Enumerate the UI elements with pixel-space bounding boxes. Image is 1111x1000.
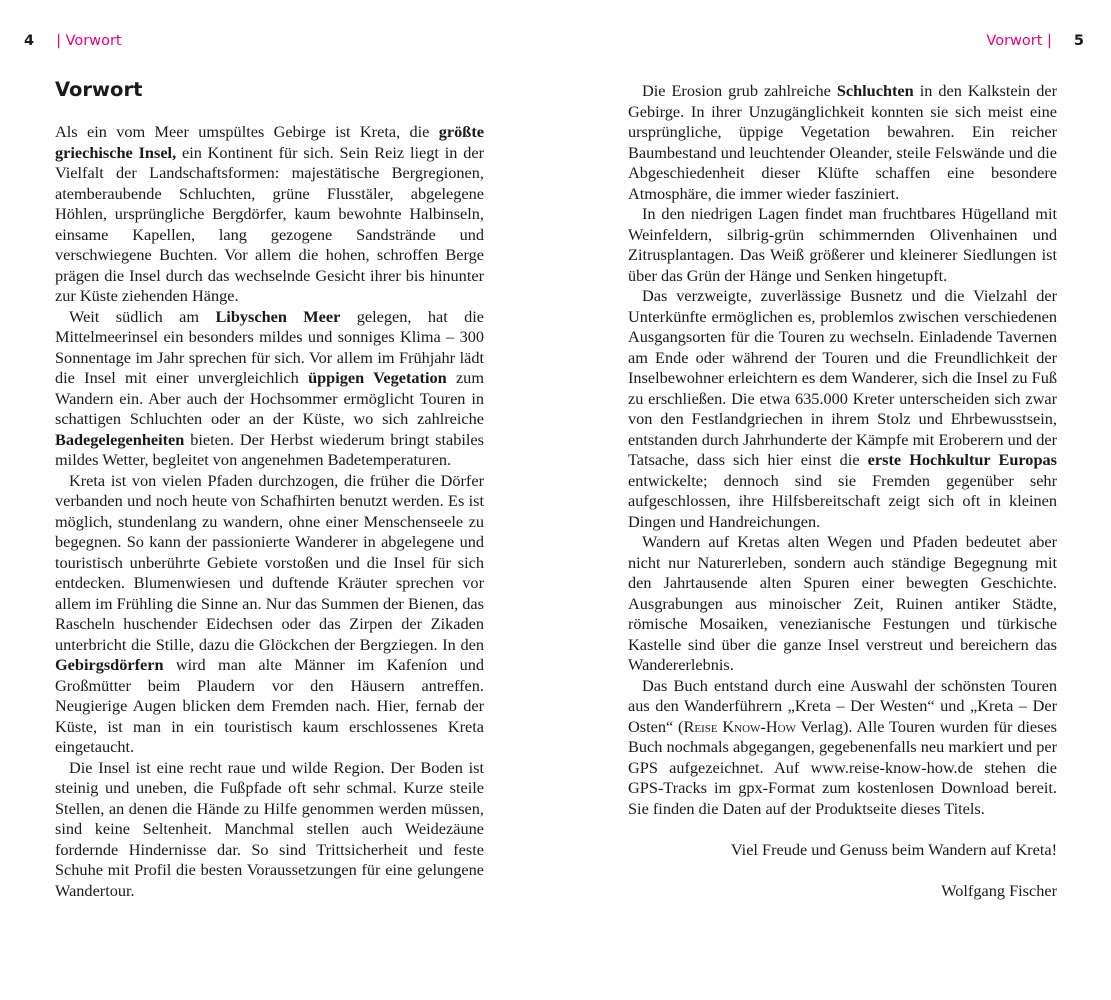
paragraph <box>628 532 1057 676</box>
text-run: wird man alte Männer im Kafeníon und Großmütter beim Plaudern vor den Häusern antreffen. Neugierige Augen blicken dem Fremden nach. Hier, fernab der Küste, ist man in ein touristisch kaum erschlossenes Kreta eingetaucht. <box>55 655 484 756</box>
publisher-name: Reise Know-How <box>683 716 796 736</box>
text-run: Kreta ist von vielen Pfaden durchzogen, die früher die Dörfer verbanden und noch heute von Schafhirten benutzt werden. Es ist möglich, stundenlang zu wandern, ohne einer Menschenseele zu begegnen. So kann der passionierte Wanderer in abgelegene und touristisch unberührte Gebiete vorstoßen und die Insel für sich entdecken. Blumenwiesen und duftende Kräuter sprechen vor allem im Frühling die Sinne an. Nur das Summen der Bienen, das Rascheln huschender Eidechsen oder das Zirpen der Zikaden unterbricht die Stille, dazu die Glöckchen der Bergziegen. In den <box>55 470 484 654</box>
bold-term: Gebirgsdörfern <box>55 655 164 674</box>
bold-term: üppigen Vegetation <box>308 368 447 387</box>
text-run: Das verzweigte, zuverlässige Busnetz und die Vielzahl der Unterkünfte ermöglichen es, problemlos zwischen verschiedenen Ausgangsorten für die Touren zu wechseln. Einladende Tavernen am Ende oder während der Touren und die Freundlichkeit der Inselbewohner erleichtern es dem Wanderer, sich die Insel zu Fuß zu erschließen. Die etwa 635.000 Kreter unterscheiden sich zwar von den Festlandgriechen in ihrem Stolz und Ehrbewusstsein, entstanden durch Jahrhunderte der Kämpfe mit Eroberern und der Tatsache, dass sich hier einst die <box>628 286 1057 469</box>
section-label-left: | Vorwort <box>56 33 122 49</box>
paragraph <box>55 471 484 758</box>
page-title: Vorwort <box>55 78 143 101</box>
paragraph <box>628 676 1057 820</box>
text-run: entwickelte; dennoch sind sie Fremden gegenüber sehr aufgeschlossen, ihre Hilfsbereitschaft zeigt sich oft in kleinen Dingen und Handreichungen. <box>628 470 1057 531</box>
author-signature: Wolfgang Fischer <box>941 880 1057 900</box>
bold-term: Schluchten <box>836 81 914 100</box>
bold-term: größte griechische Insel, <box>55 122 484 162</box>
text-run: gelegen, hat die Mittelmeerinsel ein besonders mildes und sonniges Klima – 300 Sonnentage im Jahr sprechen für sich. Vor allem im Frühjahr lädt die Insel mit einer unvergleichlich <box>55 306 485 387</box>
text-run: In den niedrigen Lagen findet man fruchtbares Hügelland mit Weinfeldern, silbrig-grün schimmernden Olivenhainen und Zitrusplantagen. Das Weiß größerer und kleinerer Siedlungen ist über das Grün der Hänge und Senken hingetupft. <box>628 204 1057 285</box>
paragraph <box>55 758 484 902</box>
text-run: in den Kalkstein der Gebirge. In ihrer Unzugänglichkeit konnten sie sich meist eine ursprüngliche, üppige Vegetation bewahren. Ein reicher Baumbestand und leuchtender Oleander, steile Felswände und die Abgeschiedenheit dieser Klüfte schaffen eine besondere Atmosphäre, die immer wieder fasziniert. <box>628 81 1057 203</box>
text-run: Wandern auf Kretas alten Wegen und Pfaden bedeutet aber nicht nur Naturerleben, sondern auch ständige Begegnung mit den Jahrtausende alten Spuren einer bewegten Geschichte. Ausgrabungen aus minoischer Zeit, Ruinen antiker Städte, römische Mosaiken, venezianische Festungen und türkische Kastelle sind über die ganze Insel verstreut und bereichern das Wandererlebnis. <box>628 532 1057 674</box>
section-label-right: Vorwort | <box>986 33 1052 49</box>
closing-line: Viel Freude und Genuss beim Wandern auf Kreta! <box>730 839 1057 859</box>
paragraph <box>628 204 1057 286</box>
paragraph <box>628 81 1057 204</box>
paragraph <box>55 307 484 471</box>
text-run: Weit südlich am <box>69 306 216 326</box>
left-page-body <box>55 79 484 901</box>
text-run: bieten. Der Herbst wiederum bringt stabiles mildes Wetter, begleitet von angenehmen Badetemperaturen. <box>55 429 484 469</box>
text-run: ein Kontinent für sich. Sein Reiz liegt in der Vielfalt der Landschaftsformen: majestätische Bergregionen, atemberaubende Schluchten, grüne Flusstäler, abgelegene Höhlen, ursprüngliche Bergdörfer, kaum bewohnte Halbinseln, einsame Kapellen, lang gezogene Sandstrände und verschwiegene Buchten. Vor allem die hohen, schroffen Berge prägen die Insel durch das wechselnde Gesicht ihrer bis hinunter zur Küste ziehenden Hänge. <box>55 142 484 305</box>
paragraph <box>628 286 1057 532</box>
text-run: Die Erosion grub zahlreiche <box>642 81 837 100</box>
bold-term: erste Hochkultur Europas <box>867 450 1057 469</box>
page-header-left <box>24 31 122 51</box>
text-run: Das Buch entstand durch eine Auswahl der schönsten Touren aus den Wanderführern „Kreta – Der Westen“ und „Kreta – Der Osten“ ( <box>628 675 1057 736</box>
bold-term: Libyschen Meer <box>215 306 341 326</box>
paragraph <box>55 122 484 307</box>
page-number-left: 4 <box>24 33 35 49</box>
bold-term: Badegelegenheiten <box>55 429 185 449</box>
text-run: zum Wandern ein. Aber auch der Hochsommer ermöglicht Touren in schattigen Schluchten oder an der Küste, wo sich zahlreiche <box>55 368 484 428</box>
text-run: Die Insel ist eine recht raue und wilde Region. Der Boden ist steinig und uneben, die Fußpfade oft sehr schmal. Kurze steile Stellen, an denen die Hände zu Hilfe genommen werden müssen, sind keine Seltenheit. Manchmal stellen auch Weidezäune fordernde Hindernisse dar. So sind Trittsicherheit und feste Schuhe mit Profil die besten Voraussetzungen für eine gelungene Wandertour. <box>55 757 484 900</box>
page-header-right <box>986 31 1084 51</box>
page-number-right: 5 <box>1073 33 1084 49</box>
text-run: Als ein vom Meer umspültes Gebirge ist Kreta, die <box>55 122 439 141</box>
right-page-body <box>628 81 1057 901</box>
text-run: Verlag). Alle Touren wurden für dieses Buch nochmals abgegangen, gegebenenfalls neu markiert und per GPS aufgezeichnet. Auf www.reise-know-how.de stehen die GPS-Tracks im gpx-Format zum kostenlosen Download bereit. Sie finden die Daten auf der Produktseite dieses Titels. <box>628 716 1058 818</box>
